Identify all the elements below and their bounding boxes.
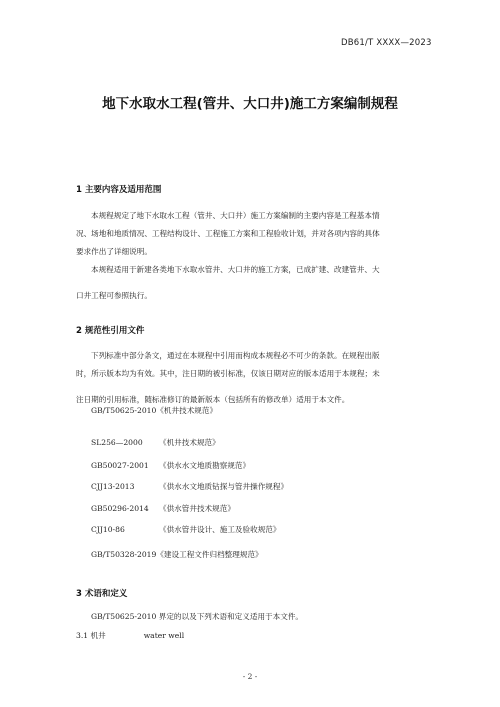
paragraph-line: 本规程规定了地下水取水工程（管井、大口井）施工方案编制的主要内容是工程基本情 — [91, 211, 380, 220]
reference-title: 《供水水文地质钻探与管井操作规程》 — [159, 482, 289, 491]
term-english: water well — [143, 631, 185, 640]
reference-title: 《供水管井技术规范》 — [159, 504, 235, 513]
paragraph-line: 要求作出了详细说明。 — [76, 247, 152, 256]
section-heading-terms: 3 术语和定义 — [76, 589, 128, 599]
reference-code: GB/T50328-2019 — [91, 550, 157, 559]
paragraph-line: 况、场地和地质情况、工程结构设计、工程施工方案和工程验收计划，并对各项内容的具体 — [76, 229, 380, 238]
reference-title: 《建设工程文件归档整理规范》 — [156, 550, 263, 559]
reference-item — [91, 437, 220, 448]
reference-code: GB50296-2014 — [91, 504, 149, 513]
reference-title: 《供水管井设计、施工及验收规范》 — [159, 525, 281, 534]
paragraph-line: 本规程适用于新建各类地下水取水管井、大口井的施工方案，已成扩建、改建管井、大 — [91, 265, 380, 274]
reference-item — [91, 481, 288, 492]
reference-code: CJJ10-86 — [91, 525, 125, 534]
reference-item — [91, 503, 235, 514]
standard-code: DB61/T XXXX—2023 — [341, 38, 432, 48]
page-number: - 2 - — [242, 672, 258, 681]
term-number-chinese: 3.1 机井 — [76, 631, 106, 640]
reference-code: GB50027-2001 — [91, 461, 149, 470]
reference-item — [91, 405, 217, 416]
paragraph-line: GB/T50625-2010 界定的以及下列术语和定义适用于本文件。 — [91, 612, 304, 621]
reference-item — [91, 524, 281, 535]
section-heading-scope: 1 主要内容及适用范围 — [76, 185, 162, 195]
reference-title: 《机井技术规范》 — [159, 438, 220, 447]
section-heading-references: 2 规范性引用文件 — [76, 326, 145, 336]
reference-item — [91, 549, 263, 560]
term-entry — [76, 630, 184, 641]
paragraph-line: 时，所示版本均为有效。其中，注日期的被引标准，仅该日期对应的版本适用于本规程；未 — [76, 369, 380, 378]
paragraph-line: 下列标准中部分条文，通过在本规程中引用而构成本规程必不可少的条款。在规程出版 — [91, 351, 380, 360]
reference-title: 《供水水文地质勘察规范》 — [159, 461, 251, 470]
reference-code: CJJ13-2013 — [91, 482, 135, 491]
paragraph-line: 注日期的引用标准，随标准修订的最新版本（包括所有的修改单）适用于本文件。 — [76, 395, 350, 404]
reference-item — [91, 460, 250, 471]
reference-code: SL256—2000 — [91, 438, 143, 447]
paragraph-line: 口井工程可参照执行。 — [76, 291, 152, 300]
reference-code: GB/T50625-2010 — [91, 406, 157, 415]
document-title: 地下水取水工程(管井、大口井)施工方案编制规程 — [102, 96, 398, 112]
reference-title: 《机井技术规范》 — [156, 406, 218, 415]
